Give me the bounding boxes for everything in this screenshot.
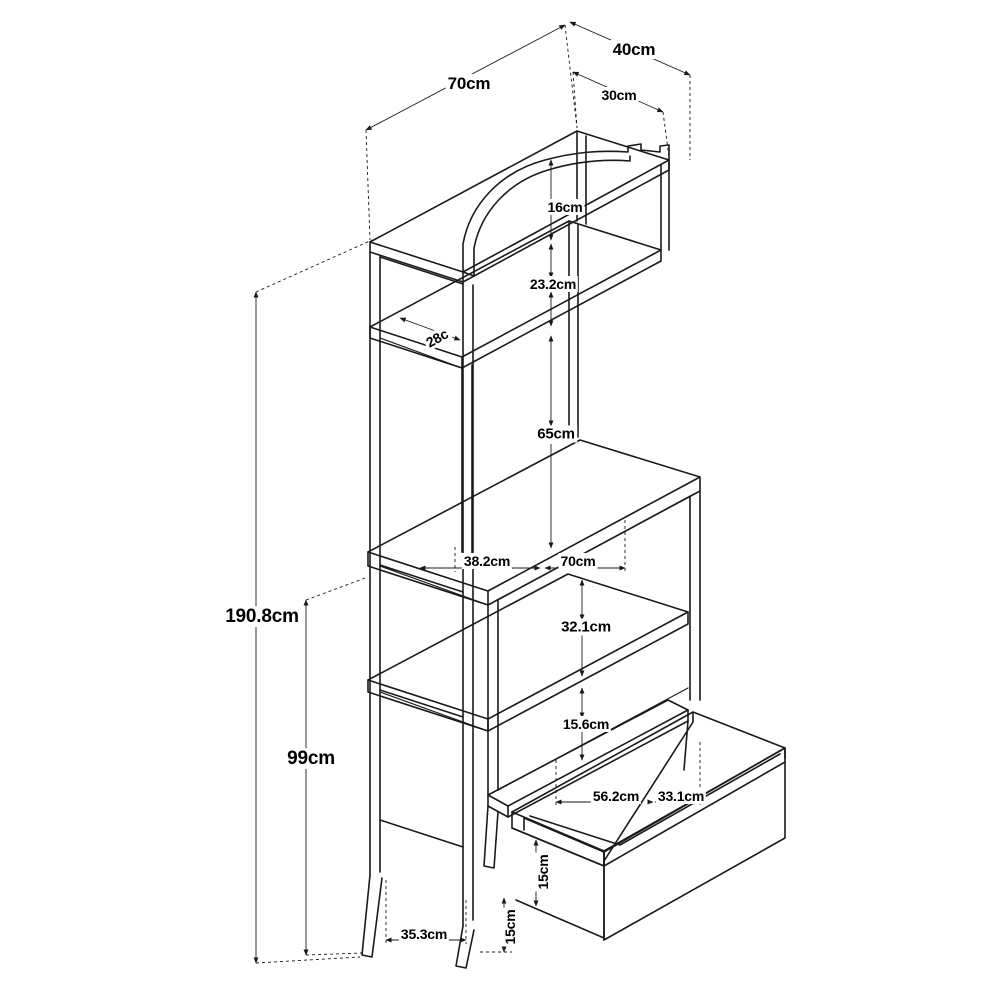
dimension-label-drawer-height (535, 852, 551, 891)
label-text: 99cm (287, 748, 335, 769)
right-frame (488, 131, 700, 795)
label-text: 16cm (547, 199, 583, 215)
middle-shelf-board (368, 574, 688, 731)
dimension-label-crest-height (545, 199, 584, 215)
inner-edge-details (380, 338, 690, 790)
dimension-label-drawer-width (591, 788, 641, 804)
label-text: 35.3cm (400, 926, 448, 942)
dimension-label-lower-shelf-height (559, 619, 613, 636)
dimension-label-lower-height (285, 748, 337, 770)
dimension-label-top-depth-30 (599, 87, 638, 103)
open-drawer (512, 712, 785, 940)
label-text: 32.1cm (561, 618, 611, 636)
top-shelf-board (370, 131, 669, 282)
dimension-label-top-depth-40 (611, 40, 658, 60)
dimension-lines (256, 22, 700, 963)
dimension-label-overall-height (223, 606, 301, 628)
label-text: 65cm (537, 425, 575, 443)
dimension-label-foot-height (502, 907, 518, 946)
dimension-label-foot-width (399, 926, 449, 942)
label-text: 70cm (560, 553, 596, 569)
label-text: 190.8cm (225, 606, 299, 627)
label-text: 33.1cm (657, 788, 705, 804)
dimension-label-drawer-depth (656, 788, 706, 804)
label-text: 38.2cm (463, 553, 511, 569)
dimension-label-shelf-width (558, 553, 597, 569)
label-text: 56.2cm (592, 788, 640, 804)
label-text: 23.2cm (529, 276, 577, 292)
label-text: 30cm (601, 87, 637, 103)
label-text: 15.6cm (562, 716, 610, 732)
dimension-label-upper-shelf-height (528, 276, 578, 292)
dimension-label-mid-opening (535, 426, 577, 443)
label-text: 40cm (612, 40, 656, 59)
label-text: 15cm (535, 854, 551, 890)
label-text: 28c (423, 325, 451, 351)
dimension-label-top-width (446, 74, 493, 94)
label-text: 15cm (502, 909, 518, 945)
dimension-label-shelf-depth (462, 553, 512, 569)
dimension-label-drawer-front-height (561, 716, 611, 732)
label-text: 70cm (447, 74, 491, 93)
